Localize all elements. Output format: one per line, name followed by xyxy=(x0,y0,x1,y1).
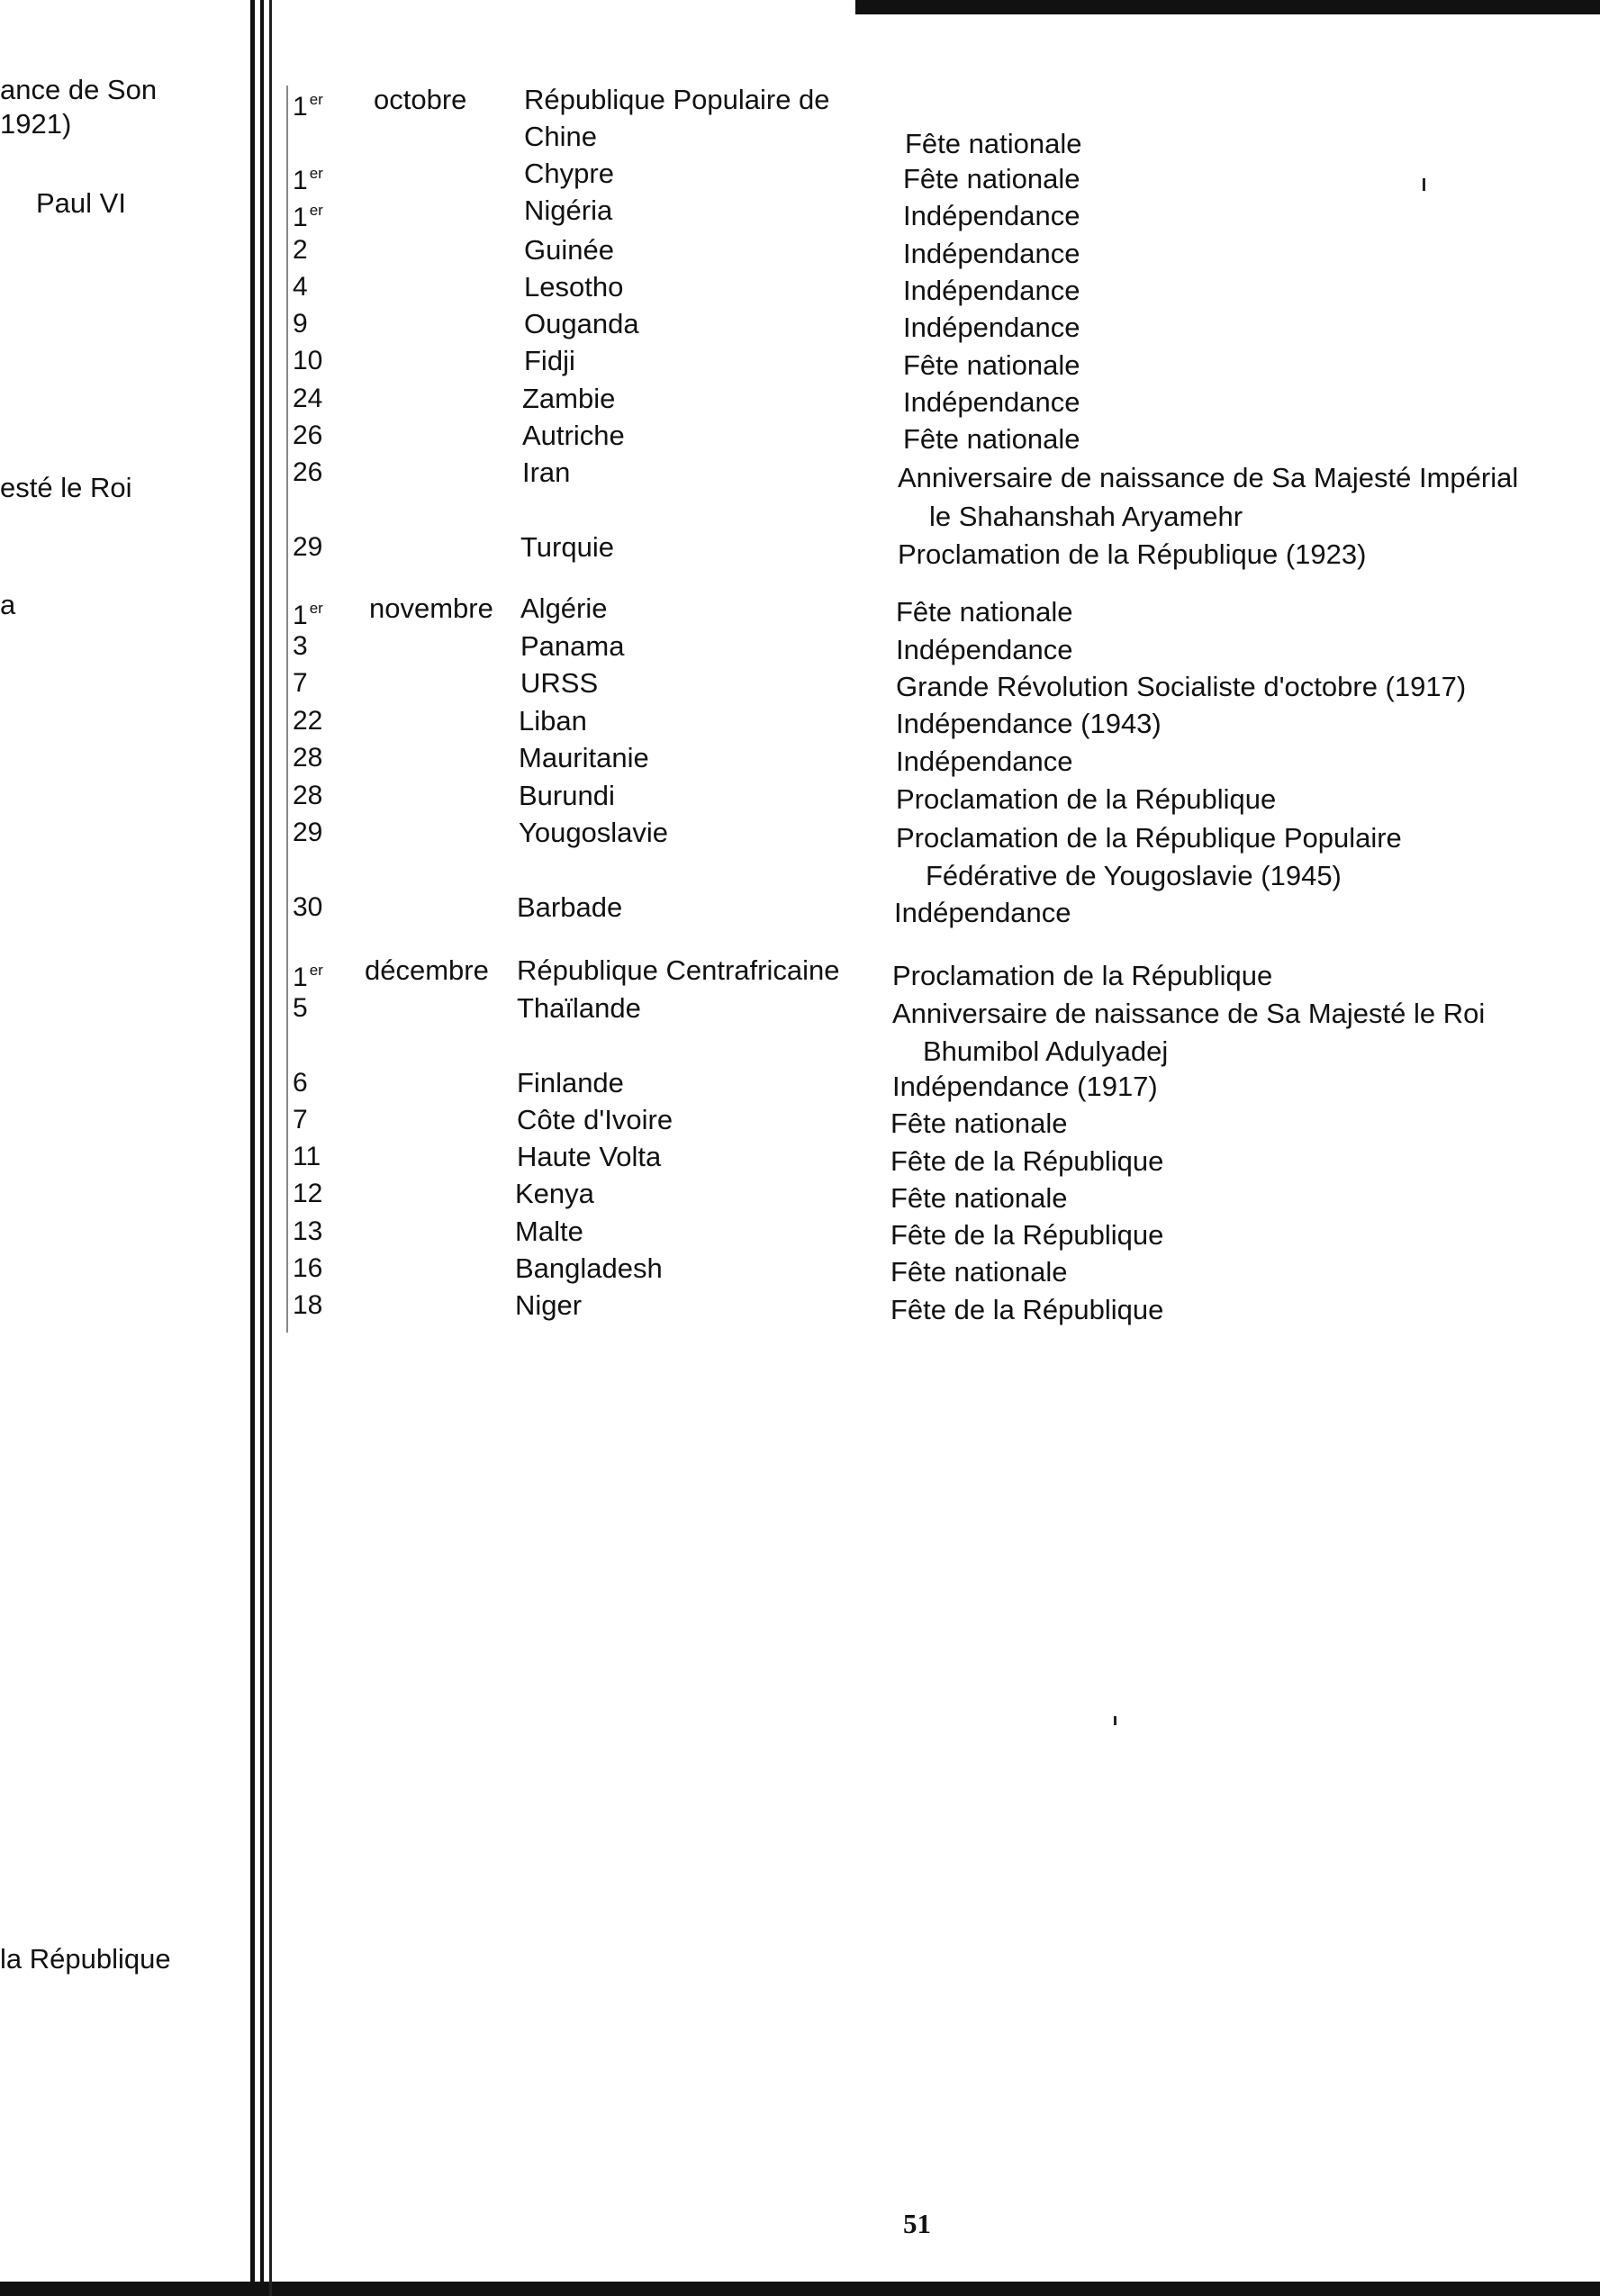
country-cell: Kenya xyxy=(515,1178,594,1209)
event-cell: Fête nationale xyxy=(903,423,1080,455)
day-cell: 29 xyxy=(293,532,323,562)
day-cell: 6 xyxy=(293,1068,308,1098)
event-cell: Indépendance xyxy=(903,312,1080,343)
country-cell: Barbade xyxy=(517,891,623,923)
scan-speck xyxy=(1423,178,1425,191)
country-cell: Fidji xyxy=(524,345,575,376)
day-cell: 7 xyxy=(293,668,308,698)
country-cell: Chypre xyxy=(524,158,614,189)
event-cell: Bhumibol Adulyadej xyxy=(923,1035,1169,1067)
day-cell: 13 xyxy=(293,1216,323,1246)
event-cell: Indépendance xyxy=(903,200,1080,231)
country-cell: URSS xyxy=(520,667,599,699)
event-cell: Proclamation de la République (1923) xyxy=(898,538,1367,570)
month-label-october: octobre xyxy=(374,84,467,115)
event-cell: Proclamation de la République xyxy=(892,960,1273,991)
event-cell: Indépendance (1943) xyxy=(896,708,1162,739)
country-cell: Nigéria xyxy=(524,194,613,226)
day-cell: 24 xyxy=(293,384,323,413)
country-cell: Yougoslavie xyxy=(519,817,669,848)
day-cell: 1 $^{er}$ xyxy=(293,165,323,195)
country-cell: Malte xyxy=(515,1216,583,1247)
country-cell: Thaïlande xyxy=(517,992,641,1024)
event-cell: le Shahanshah Aryamehr xyxy=(929,501,1243,532)
country-cell: Haute Volta xyxy=(517,1141,662,1172)
page-number: 51 xyxy=(903,2208,931,2239)
event-cell: Fête nationale xyxy=(890,1182,1068,1214)
day-cell: 22 xyxy=(293,706,323,736)
scan-edge-top xyxy=(855,0,1600,14)
month-label-december: décembre xyxy=(365,954,489,986)
event-cell: Fédérative de Yougoslavie (1945) xyxy=(926,860,1342,891)
margin-fragment: a xyxy=(0,589,16,620)
binding-line xyxy=(250,0,255,2296)
scan-edge-bottom xyxy=(0,2282,1600,2296)
day-cell: 26 xyxy=(293,457,323,487)
day-cell: 9 xyxy=(293,309,308,339)
event-cell: Fête de la République xyxy=(890,1219,1164,1251)
event-cell: Anniversaire de naissance de Sa Majesté le Roi xyxy=(892,998,1486,1029)
day-cell: 28 xyxy=(293,743,323,773)
day-cell: 1 $^{er}$ xyxy=(293,91,323,122)
event-cell: Fête nationale xyxy=(896,596,1073,628)
event-cell: Fête de la République xyxy=(890,1294,1164,1325)
day-cell: 7 xyxy=(293,1105,308,1134)
day-cell: 5 xyxy=(293,993,308,1023)
event-cell: Anniversaire de naissance de Sa Majesté Impérial xyxy=(898,462,1519,493)
event-cell: Fête nationale xyxy=(890,1107,1068,1139)
country-cell: Burundi xyxy=(519,780,615,811)
day-cell: 12 xyxy=(293,1179,323,1208)
month-label-november: novembre xyxy=(369,592,493,624)
event-cell: Indépendance xyxy=(903,238,1080,269)
day-cell: 1 $^{er}$ xyxy=(293,202,323,232)
day-cell: 26 xyxy=(293,420,323,450)
country-cell: Chine xyxy=(524,121,597,152)
event-cell: Indépendance xyxy=(894,897,1071,928)
event-cell: Fête nationale xyxy=(890,1256,1068,1288)
day-cell: 18 xyxy=(293,1290,323,1320)
country-cell: Iran xyxy=(522,456,571,488)
event-cell: Proclamation de la République xyxy=(896,783,1277,815)
event-cell: Indépendance xyxy=(896,634,1073,665)
country-cell: Ouganda xyxy=(524,308,639,339)
event-cell: Fête de la République xyxy=(890,1145,1164,1177)
country-cell: République Populaire de xyxy=(524,84,830,115)
event-cell: Proclamation de la République Populaire xyxy=(896,822,1402,854)
country-cell: Bangladesh xyxy=(515,1252,663,1284)
margin-fragment: 1921) xyxy=(0,108,72,140)
event-cell: Indépendance xyxy=(903,386,1080,418)
day-cell: 29 xyxy=(293,818,323,847)
event-cell: Indépendance xyxy=(896,746,1073,777)
country-cell: Niger xyxy=(515,1289,583,1321)
country-cell: Algérie xyxy=(520,592,608,624)
country-cell: Côte d'Ivoire xyxy=(517,1104,673,1135)
column-guide-line xyxy=(286,86,288,1333)
country-cell: Turquie xyxy=(520,531,614,563)
day-cell: 1 $^{er}$ xyxy=(293,600,323,630)
country-cell: République Centrafricaine xyxy=(517,954,840,986)
event-cell: Indépendance xyxy=(903,275,1080,306)
event-cell: Indépendance (1917) xyxy=(892,1071,1158,1102)
country-cell: Mauritanie xyxy=(519,742,649,773)
binding-line xyxy=(260,0,264,2296)
event-cell: Fête nationale xyxy=(903,163,1080,194)
country-cell: Lesotho xyxy=(524,271,624,303)
country-cell: Panama xyxy=(520,630,625,662)
day-cell: 30 xyxy=(293,892,323,922)
day-cell: 28 xyxy=(293,781,323,810)
day-cell: 10 xyxy=(293,346,323,375)
binding-line xyxy=(269,0,272,2296)
day-cell: 16 xyxy=(293,1253,323,1283)
event-cell: Fête nationale xyxy=(903,349,1080,381)
margin-fragment: ance de Son xyxy=(0,74,158,105)
margin-fragment: la République xyxy=(0,1943,171,1975)
country-cell: Autriche xyxy=(522,420,625,451)
margin-fragment: Paul VI xyxy=(36,187,126,219)
country-cell: Liban xyxy=(519,705,587,737)
day-cell: 4 xyxy=(293,272,308,302)
day-cell: 1 $^{er}$ xyxy=(293,962,323,992)
scan-speck xyxy=(1114,1716,1116,1725)
country-cell: Zambie xyxy=(522,383,616,414)
country-cell: Finlande xyxy=(517,1067,624,1098)
country-cell: Guinée xyxy=(524,234,614,266)
margin-fragment: esté le Roi xyxy=(0,472,132,503)
event-cell: Fête nationale xyxy=(905,128,1082,159)
day-cell: 2 xyxy=(293,235,308,265)
day-cell: 11 xyxy=(293,1142,321,1171)
event-cell: Grande Révolution Socialiste d'octobre (1917) xyxy=(896,671,1467,702)
day-cell: 3 xyxy=(293,631,308,661)
